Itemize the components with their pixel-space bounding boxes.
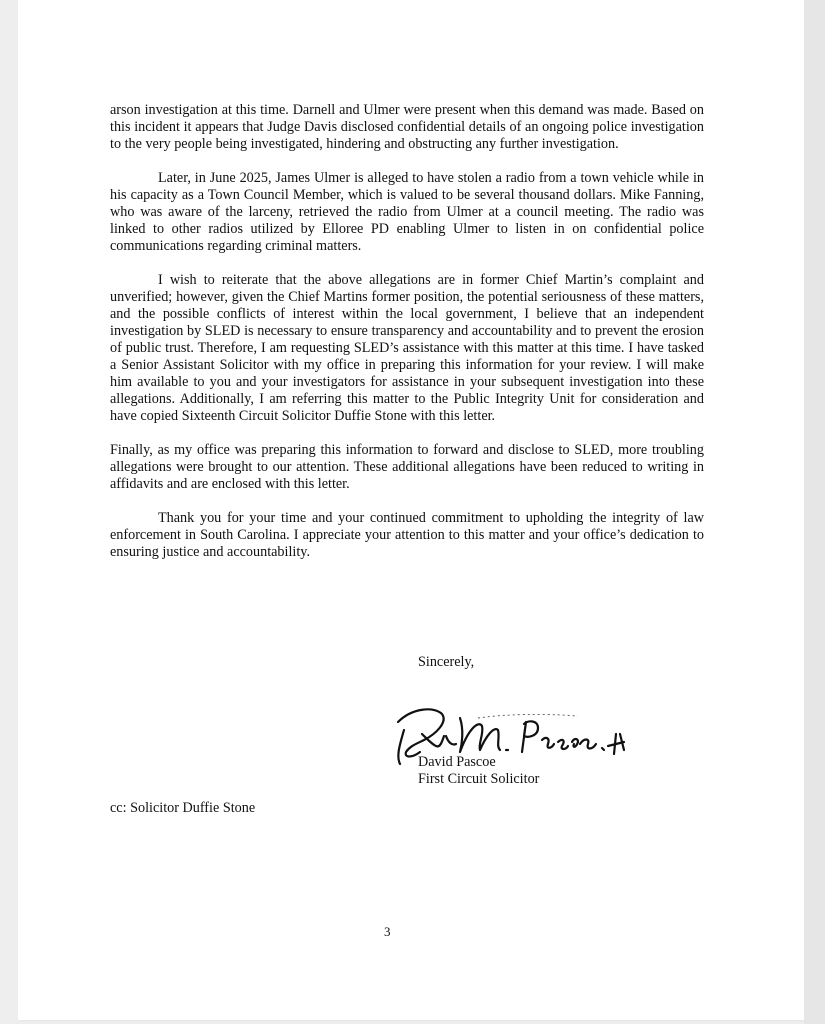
letter-body (110, 102, 704, 578)
cc-line: cc: Solicitor Duffie Stone (110, 800, 256, 816)
signer-name: David Pascoe (418, 754, 496, 770)
signer-title: First Circuit Solicitor (418, 771, 540, 787)
closing-salutation: Sincerely, (418, 654, 475, 670)
paragraph-additional-allegations: Finally, as my office was preparing this information to forward and disclose to SLED, more troubling allegations were brought to our attention. These additional allegations have been reduced to writing in affidavits and are enclosed with this letter. (110, 442, 704, 492)
paragraph-arson-investigation: arson investigation at this time. Darnell and Ulmer were present when this demand was made. Based on this incident it appears that Judge Davis disclosed confidential details of an ongoing police investigation to the very people being investigated, hindering and obstructing any further investigation. (110, 102, 704, 152)
page-number: 3 (384, 924, 391, 939)
paragraph-sled-request: I wish to reiterate that the above allegations are in former Chief Martin’s complaint and unverified; however, given the Chief Martins former position, the potential seriousness of these matters, and the possible conflicts of interest within the local government, I believe that an independent investigation by SLED is necessary to ensure transparency and accountability and to prevent the erosion of public trust. Therefore, I am requesting SLED’s assistance with this matter at this time. I have tasked a Senior Assistant Solicitor with my office in preparing this information for your review. I will make him available to you and your investigators for assistance in your subsequent investigation into these allegations. Additionally, I am referring this matter to the Public Integrity Unit for consideration and have copied Sixteenth Circuit Solicitor Duffie Stone with this letter. (110, 272, 704, 424)
document-page (18, 0, 804, 1020)
page-edge-shadow (804, 0, 825, 1024)
paragraph-thank-you: Thank you for your time and your continued commitment to upholding the integrity of law enforcement in South Carolina. I appreciate your attention to this matter and your office’s dedication to ensuring justice and accountability. (110, 510, 704, 560)
signature-block (418, 754, 539, 788)
paragraph-radio-theft: Later, in June 2025, James Ulmer is alleged to have stolen a radio from a town vehicle while in his capacity as a Town Council Member, which is valued to be several thousand dollars. Mike Fanning, who was aware of the larceny, retrieved the radio from Ulmer at a council meeting. The radio was linked to other radios utilized by Elloree PD enabling Ulmer to listen in on confidential police communications regarding criminal matters. (110, 170, 704, 254)
